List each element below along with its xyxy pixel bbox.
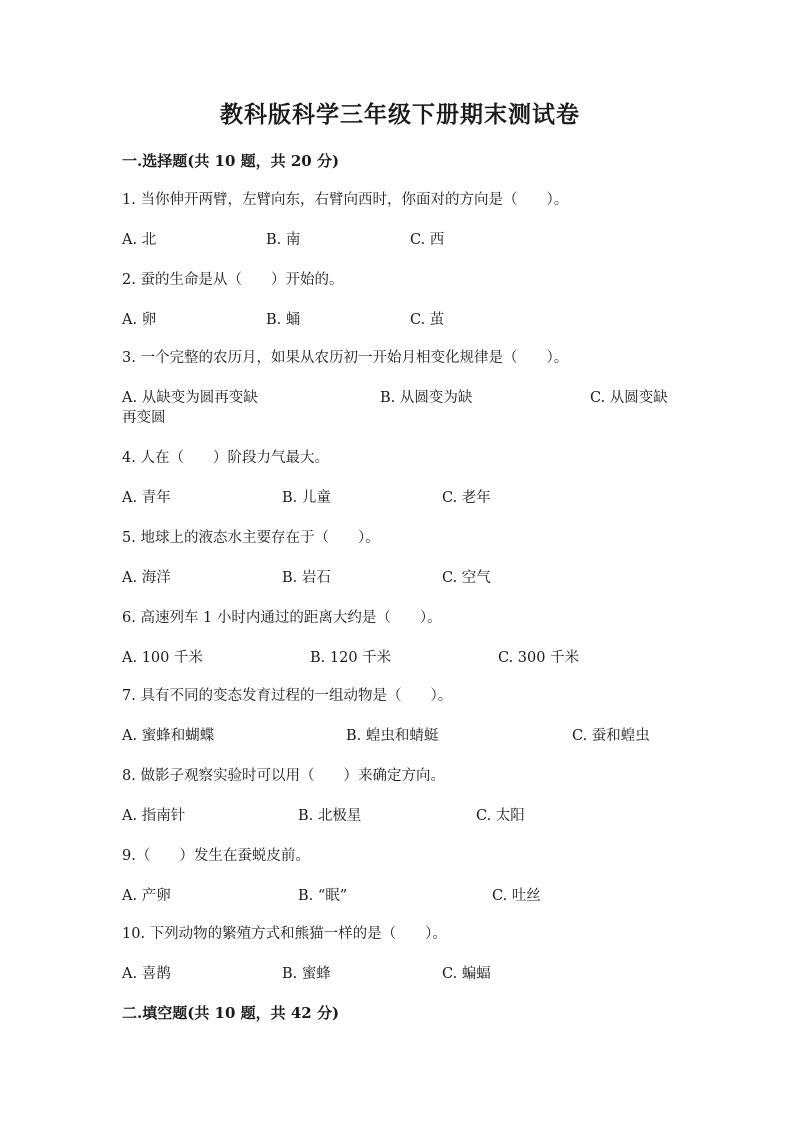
question-3: 3. 一个完整的农历月，如果从农历初一开始月相变化规律是（ ）。 <box>122 350 569 366</box>
q3-option-b: B. 从圆变为缺 <box>380 390 473 406</box>
q2-option-a: A. 卵 <box>122 312 157 328</box>
question-5: 5. 地球上的液态水主要存在于（ ）。 <box>122 530 380 546</box>
q2-option-b: B. 蛹 <box>266 312 301 328</box>
q4-option-b: B. 儿童 <box>282 490 331 506</box>
question-8: 8. 做影子观察实验时可以用（ ）来确定方向。 <box>122 768 445 784</box>
q5-option-c: C. 空气 <box>442 570 491 586</box>
q6-option-a: A. 100 千米 <box>122 650 203 666</box>
q8-option-b: B. 北极星 <box>298 808 362 824</box>
q9-option-c: C. 吐丝 <box>492 888 541 904</box>
q5-option-b: B. 岩石 <box>282 570 331 586</box>
q7-option-a: A. 蜜蜂和蝴蝶 <box>122 728 215 744</box>
q3-option-a-continued: 再变圆 <box>122 410 166 426</box>
q1-option-b: B. 南 <box>266 232 301 248</box>
q2-option-c: C. 茧 <box>410 312 445 328</box>
q7-option-c: C. 蚕和蝗虫 <box>572 728 650 744</box>
question-7: 7. 具有不同的变态发育过程的一组动物是（ ）。 <box>122 688 453 704</box>
question-4: 4. 人在（ ）阶段力气最大。 <box>122 450 329 466</box>
q10-option-c: C. 蝙蝠 <box>442 966 491 982</box>
q10-option-b: B. 蜜蜂 <box>282 966 331 982</box>
q3-option-a: A. 从缺变为圆再变缺 <box>122 390 258 406</box>
question-2: 2. 蚕的生命是从（ ）开始的。 <box>122 272 344 288</box>
q6-option-c: C. 300 千米 <box>498 650 580 666</box>
question-1: 1. 当你伸开两臂，左臂向东，右臂向西时，你面对的方向是（ ）。 <box>122 192 569 208</box>
question-10: 10. 下列动物的繁殖方式和熊猫一样的是（ ）。 <box>122 926 447 942</box>
q7-option-b: B. 蝗虫和蜻蜓 <box>346 728 439 744</box>
question-6: 6. 高速列车 1 小时内通过的距离大约是（ ）。 <box>122 610 442 626</box>
page-title: 教科版科学三年级下册期末测试卷 <box>220 101 580 128</box>
question-9: 9.（ ）发生在蚕蜕皮前。 <box>122 848 310 864</box>
q1-option-a: A. 北 <box>122 232 157 248</box>
q10-option-a: A. 喜鹊 <box>122 966 171 982</box>
q5-option-a: A. 海洋 <box>122 570 171 586</box>
q4-option-c: C. 老年 <box>442 490 491 506</box>
q1-option-c: C. 西 <box>410 232 445 248</box>
q8-option-c: C. 太阳 <box>476 808 525 824</box>
q9-option-b: B. “眠” <box>298 888 348 904</box>
q6-option-b: B. 120 千米 <box>310 650 392 666</box>
q4-option-a: A. 青年 <box>122 490 171 506</box>
section-heading-choice: 一.选择题(共 10 题，共 20 分) <box>122 152 340 170</box>
q8-option-a: A. 指南针 <box>122 808 186 824</box>
q3-option-c: C. 从圆变缺 <box>590 390 668 406</box>
section-heading-fill-in: 二.填空题(共 10 题，共 42 分) <box>122 1004 340 1022</box>
q9-option-a: A. 产卵 <box>122 888 171 904</box>
